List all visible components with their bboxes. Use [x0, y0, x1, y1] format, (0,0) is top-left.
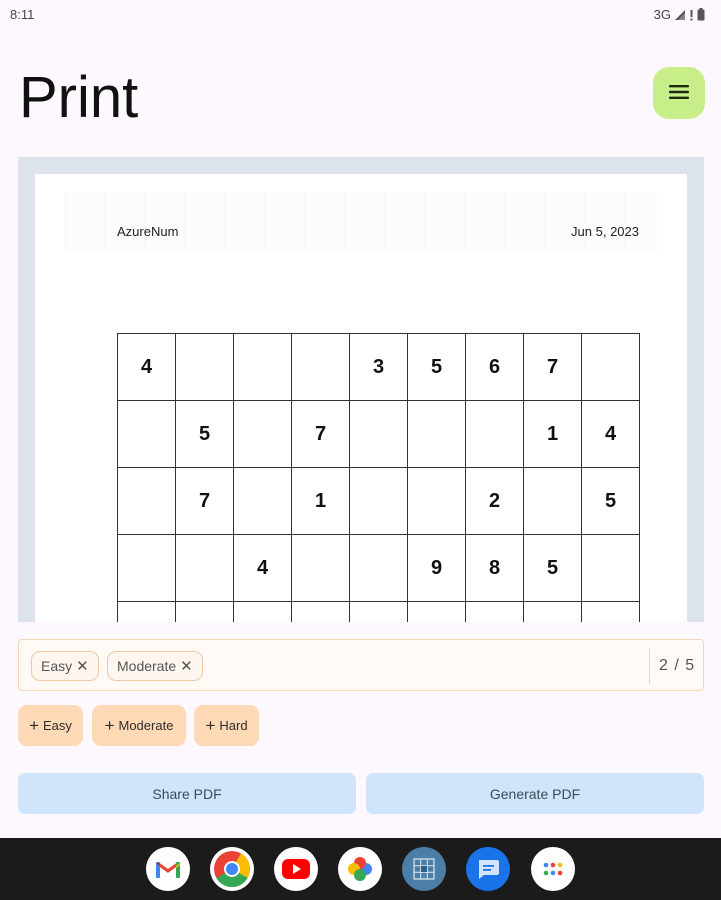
network-label: 3G: [653, 7, 671, 22]
grid-cell: [118, 602, 176, 622]
grid-cell: 5: [524, 535, 582, 602]
grid-cell: [350, 535, 408, 602]
add-easy-label: Easy: [43, 718, 72, 733]
preview-date: Jun 5, 2023: [571, 224, 639, 239]
page-title: Print: [19, 65, 139, 130]
grid-cell: 7: [176, 468, 234, 535]
grid-cell: 7: [524, 334, 582, 401]
grid-cell: 2: [466, 468, 524, 535]
app-drawer-icon[interactable]: [531, 847, 575, 891]
grid-cell: 9: [408, 535, 466, 602]
grid-cell: [466, 401, 524, 468]
add-moderate-button[interactable]: [92, 705, 186, 746]
status-bar: [0, 0, 721, 28]
difficulty-filter-bar: [18, 639, 704, 691]
chip-moderate[interactable]: [107, 651, 203, 681]
status-time: 8:11: [10, 7, 35, 22]
chip-label: Easy: [41, 658, 73, 674]
menu-button[interactable]: [653, 67, 705, 119]
youtube-icon[interactable]: [274, 847, 318, 891]
grid-cell: [350, 401, 408, 468]
add-moderate-label: Moderate: [118, 718, 174, 733]
no-data-icon: [689, 9, 694, 21]
grid-cell: 4: [234, 535, 292, 602]
grid-cell: [408, 602, 466, 622]
photos-icon[interactable]: [338, 847, 382, 891]
grid-cell: 4: [118, 334, 176, 401]
grid-cell: [176, 602, 234, 622]
grid-cell: [234, 602, 292, 622]
grid-cell: [176, 535, 234, 602]
status-indicators: [654, 7, 705, 22]
add-hard-button[interactable]: [194, 705, 259, 746]
preview-page: [35, 174, 687, 622]
grid-cell: [582, 602, 640, 622]
gmail-icon[interactable]: [146, 847, 190, 891]
battery-icon: [697, 8, 705, 21]
grid-cell: [234, 401, 292, 468]
grid-cell: 1: [524, 401, 582, 468]
grid-cell: [524, 602, 582, 622]
grid-cell: [292, 602, 350, 622]
signal-icon: [674, 9, 686, 21]
grid-cell: [582, 535, 640, 602]
grid-cell: [234, 468, 292, 535]
close-icon[interactable]: ✕: [76, 658, 89, 675]
puzzle-grid: [117, 333, 640, 622]
grid-cell: 7: [292, 401, 350, 468]
grid-cell: [176, 334, 234, 401]
grid-cell: 5: [582, 468, 640, 535]
grid-cell: 1: [292, 468, 350, 535]
pdf-preview[interactable]: [18, 157, 704, 622]
grid-cell: 8: [466, 535, 524, 602]
grid-cell: 4: [582, 401, 640, 468]
add-easy-button[interactable]: [18, 705, 83, 746]
grid-cell: [118, 468, 176, 535]
grid-cell: [408, 468, 466, 535]
grid-cell: [118, 535, 176, 602]
add-hard-label: Hard: [219, 718, 248, 733]
generate-pdf-button[interactable]: Generate PDF: [366, 773, 704, 814]
grid-cell: [118, 401, 176, 468]
close-icon[interactable]: ✕: [180, 658, 193, 675]
chip-easy[interactable]: [31, 651, 99, 681]
divider: [649, 648, 650, 684]
grid-cell: [292, 535, 350, 602]
page-count: 2 / 5: [659, 657, 696, 674]
grid-cell: 5: [408, 334, 466, 401]
grid-cell: [524, 468, 582, 535]
grid-cell: [292, 334, 350, 401]
plus-icon: +: [104, 716, 115, 735]
grid-cell: [408, 401, 466, 468]
grid-cell: 5: [176, 401, 234, 468]
grid-cell: [466, 602, 524, 622]
share-pdf-button[interactable]: Share PDF: [18, 773, 356, 814]
grid-cell: [234, 334, 292, 401]
grid-cell: 3: [350, 334, 408, 401]
preview-app-name: AzureNum: [117, 224, 179, 239]
chip-label: Moderate: [117, 658, 177, 674]
plus-icon: +: [29, 716, 40, 735]
grid-cell: 6: [466, 334, 524, 401]
chrome-icon[interactable]: [210, 847, 254, 891]
grid-cell: [582, 334, 640, 401]
grid-cell: [350, 468, 408, 535]
messages-icon[interactable]: [466, 847, 510, 891]
taskbar: [0, 838, 721, 900]
plus-icon: +: [205, 716, 216, 735]
hamburger-menu-icon: [669, 85, 689, 102]
azurenum-icon[interactable]: [402, 847, 446, 891]
page-header: [65, 192, 657, 252]
grid-cell: [350, 602, 408, 622]
